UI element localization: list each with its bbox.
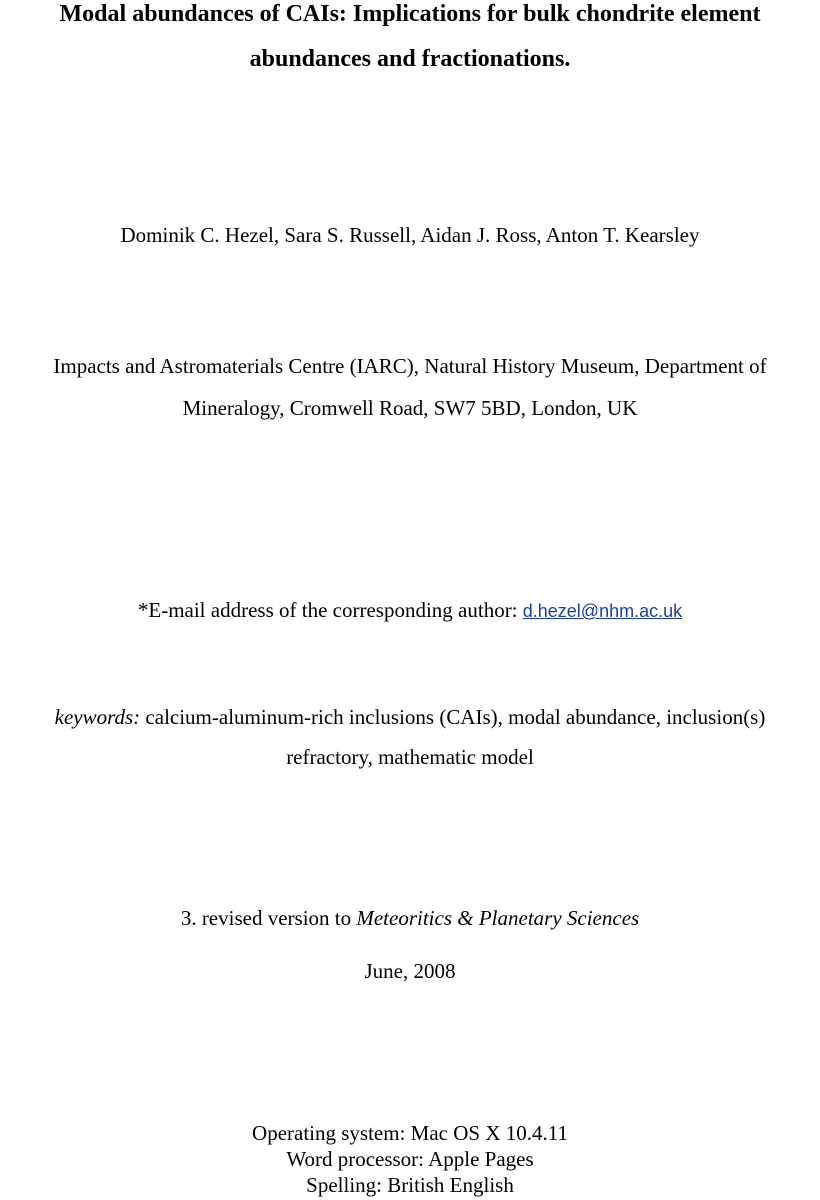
spelling-note: Spelling: British English xyxy=(306,1173,514,1197)
submission-date: June, 2008 xyxy=(364,959,456,983)
correspondence-label: *E-mail address of the corresponding author: xyxy=(137,598,518,622)
word-processor-note: Word processor: Apple Pages xyxy=(286,1147,534,1171)
keywords-label: keywords: xyxy=(54,705,141,729)
paper-title-line-1: Modal abundances of CAIs: Implications for bulk chondrite element xyxy=(59,1,761,27)
author-list: Dominik C. Hezel, Sara S. Russell, Aidan J. Ross, Anton T. Kearsley xyxy=(120,223,700,247)
keywords-line-2: refractory, mathematic model xyxy=(286,745,534,769)
email-link[interactable]: d.hezel@nhm.ac.uk xyxy=(522,601,683,621)
affiliation-line-2: Mineralogy, Cromwell Road, SW7 5BD, London, UK xyxy=(182,396,638,420)
submission-line xyxy=(0,905,820,931)
operating-system-note: Operating system: Mac OS X 10.4.11 xyxy=(252,1121,568,1145)
correspondence-line xyxy=(0,597,820,624)
journal-name: Meteoritics & Planetary Sciences xyxy=(356,906,640,930)
affiliation-line-1: Impacts and Astromaterials Centre (IARC), Natural History Museum, Department of xyxy=(53,354,767,378)
keywords-line-1 xyxy=(0,704,820,730)
keywords-text-1: calcium-aluminum-rich inclusions (CAIs), modal abundance, inclusion(s) xyxy=(145,705,766,729)
submission-prefix: 3. revised version to xyxy=(180,906,352,930)
paper-title-line-2: abundances and fractionations. xyxy=(249,46,571,72)
